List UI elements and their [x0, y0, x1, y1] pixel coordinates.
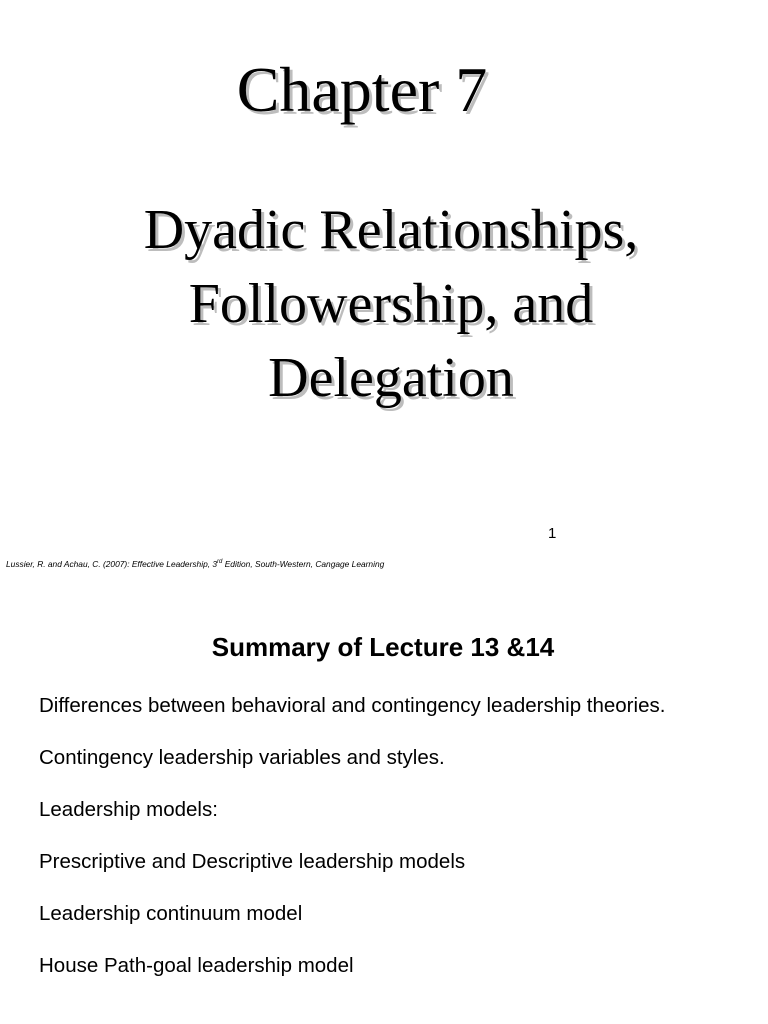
list-item: House Path-goal leadership model [39, 954, 354, 977]
list-item: Contingency leadership variables and styles. [39, 746, 445, 769]
subtitle-line-1: Dyadic Relationships, [143, 199, 639, 261]
subtitle-line-3: Delegation [268, 347, 514, 409]
citation-text-end: Edition, South-Western, Cangage Learning [222, 558, 385, 569]
citation [6, 556, 384, 570]
list-item: Differences between behavioral and contingency leadership theories. [39, 694, 666, 717]
slide-2 [0, 590, 768, 1024]
list-item: Prescriptive and Descriptive leadership models [39, 850, 466, 873]
subtitle-line-2: Followership, and [188, 273, 594, 335]
page-number: 1 [548, 525, 557, 542]
chapter-subtitle [0, 193, 768, 415]
list-item: Leadership models: [39, 798, 218, 821]
chapter-title: Chapter 7 [236, 54, 488, 125]
summary-list [39, 693, 719, 1005]
summary-title: Summary of Lecture 13 &14 [211, 632, 555, 662]
citation-text: Lussier, R. and Achau, C. (2007): Effective Leadership, 3 [6, 558, 218, 569]
citation-superscript: rd [217, 559, 223, 565]
list-item: Leadership continuum model [39, 902, 303, 925]
